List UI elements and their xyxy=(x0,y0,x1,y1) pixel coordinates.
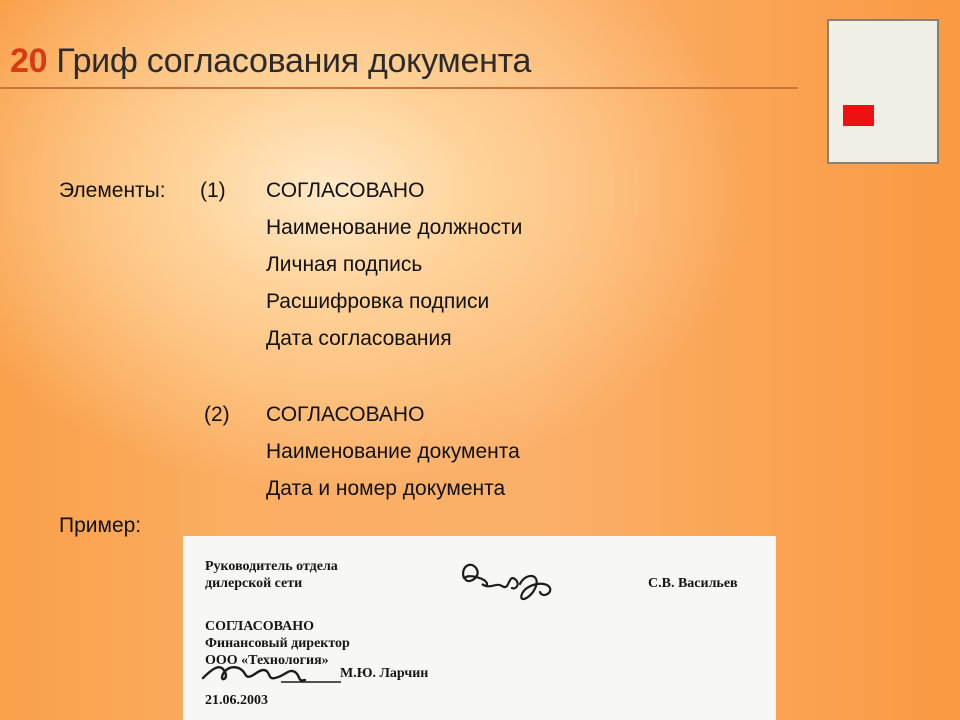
red-square-logo-icon xyxy=(843,105,874,126)
logo-box xyxy=(827,19,939,164)
example-label: Пример: xyxy=(59,514,142,537)
example-document-scan xyxy=(183,536,776,720)
title-number: 20 xyxy=(10,42,48,80)
scan-agreed: СОГЛАСОВАНО xyxy=(205,619,314,634)
group1-item-signature: Личная подпись xyxy=(266,253,423,276)
group1-item-signature-decoding: Расшифровка подписи xyxy=(266,290,490,313)
scan-signer-1: С.В. Васильев xyxy=(648,576,738,591)
group1-item-position: Наименование должности xyxy=(266,216,523,239)
elements-label: Элементы: xyxy=(59,179,166,202)
group2-item-agreed: СОГЛАСОВАНО xyxy=(266,403,425,426)
scan-signer-2: М.Ю. Ларчин xyxy=(340,666,429,681)
title-underline xyxy=(0,87,798,89)
scan-date: 21.06.2003 xyxy=(205,693,268,708)
group2-item-document-name: Наименование документа xyxy=(266,440,520,463)
scan-company: ООО «Технология» xyxy=(205,653,329,668)
slide-title xyxy=(10,42,531,81)
group2-marker: (2) xyxy=(204,403,230,426)
title-text: Гриф согласования документа xyxy=(56,42,532,80)
signature-2-icon xyxy=(201,656,351,688)
scan-position: Финансовый директор xyxy=(205,636,350,651)
signature-1-icon xyxy=(458,554,578,614)
group1-marker: (1) xyxy=(200,179,226,202)
scan-line-head: Руководитель отдела xyxy=(205,559,338,574)
group1-item-agreed: СОГЛАСОВАНО xyxy=(266,179,425,202)
scan-line-department: дилерской сети xyxy=(205,576,303,591)
group2-item-date-number: Дата и номер документа xyxy=(266,477,506,500)
group1-item-date: Дата согласования xyxy=(266,327,452,350)
